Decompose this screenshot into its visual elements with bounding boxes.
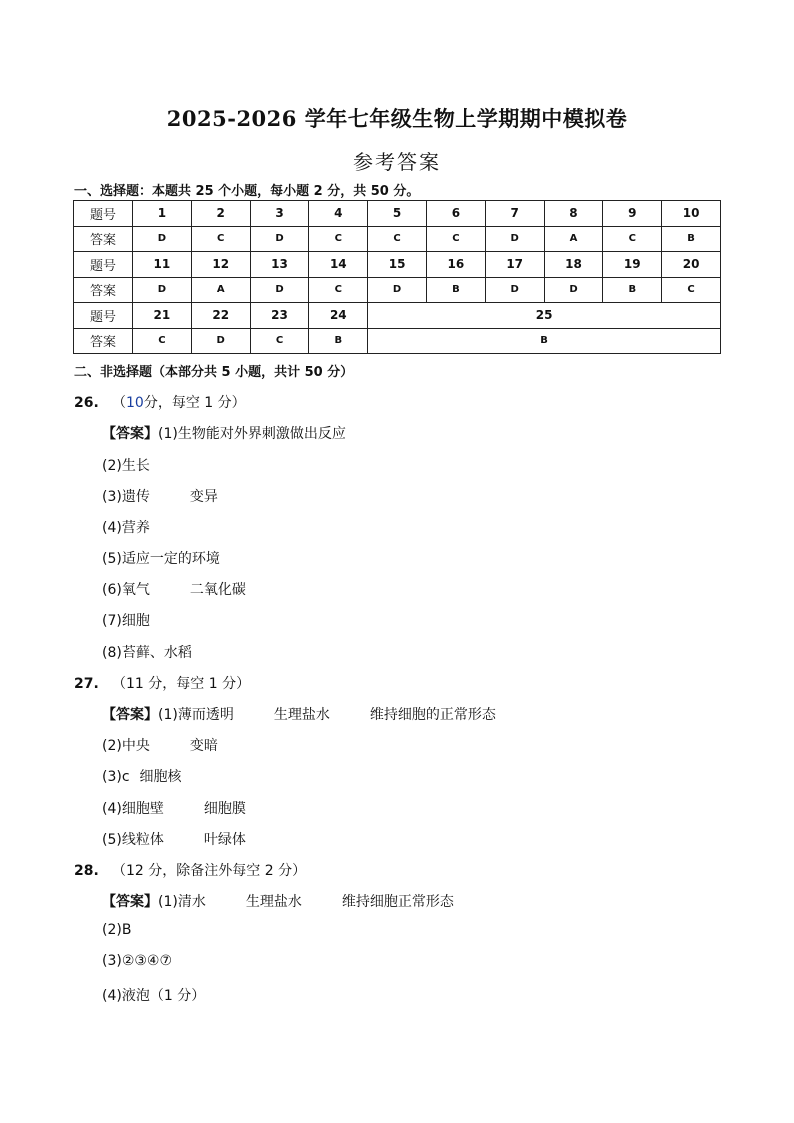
document-subtitle: 参考答案 [353,150,441,174]
row-label: 答案 [74,328,133,354]
answer-letter: D [368,277,427,303]
answer-text: (5)线粒体 [102,832,164,848]
answer-letter: A [191,277,250,303]
table-row-answers-3 [74,328,721,354]
answer-line [102,766,182,786]
answer-letter: D [544,277,603,303]
table-row-questions-1 [74,201,721,227]
answer-line: (5)适应一定的环境 [102,551,220,567]
question-number: 27. [74,676,99,692]
question-number: 17 [485,252,544,278]
answer-text: (2)中央 [102,738,150,754]
answer-line: (4)液泡（1 分） [102,988,206,1004]
table-row-answers-1 [74,226,721,252]
question-number: 10 [662,201,721,227]
question-number: 12 [191,252,250,278]
answer-letter: B [368,328,721,354]
answer-letter: C [133,328,192,354]
score-rest: 分，每空 1 分） [143,395,246,411]
question-number: 28. [74,863,99,879]
answer-letter: D [250,226,309,252]
question-number: 15 [368,252,427,278]
answer-line: (3)②③④⑦ [102,953,173,969]
answer-letter: C [426,226,485,252]
answer-text: (1)清水 [158,894,206,910]
answer-letter: D [250,277,309,303]
row-label: 答案 [74,277,133,303]
question-26-heading [74,392,246,412]
document-title: 2025-2026 学年七年级生物上学期期中模拟卷 [166,106,628,131]
question-number: 19 [603,252,662,278]
answer-line [102,423,346,443]
question-number: 5 [368,201,427,227]
answer-letter: B [662,226,721,252]
answer-letter: C [191,226,250,252]
score-value: 10 [126,395,144,411]
answer-letter: A [544,226,603,252]
question-number: 8 [544,201,603,227]
answer-letter: B [603,277,662,303]
answer-text: 变暗 [189,738,218,754]
question-number: 13 [250,252,309,278]
table-row-answers-2 [74,277,721,303]
answer-line [102,486,218,506]
answer-letter: C [368,226,427,252]
question-number: 9 [603,201,662,227]
answer-letter: C [309,226,368,252]
answer-line [102,704,496,724]
question-number: 4 [309,201,368,227]
answer-letter: B [426,277,485,303]
question-27-heading [74,673,250,693]
answer-letter: D [133,226,192,252]
answer-line [102,891,454,911]
answer-letter: B [309,328,368,354]
answer-text: (6)氧气 [102,582,150,598]
score-info: （11 分，每空 1 分） [112,676,251,692]
row-label: 题号 [74,303,133,329]
answer-line: (4)营养 [102,520,150,536]
answer-table [73,200,721,354]
question-number: 18 [544,252,603,278]
answer-letter: D [191,328,250,354]
answer-line: (2)生长 [102,458,150,474]
answer-letter: C [309,277,368,303]
answer-line [102,579,246,599]
answer-tag: 【答案】 [102,426,158,442]
answer-tag: 【答案】 [102,707,158,723]
answer-line [102,735,218,755]
section-2-heading: 二、非选择题（本部分共 5 小题，共计 50 分） [74,365,354,380]
question-number: 21 [133,303,192,329]
question-number: 7 [485,201,544,227]
question-number: 26. [74,395,99,411]
question-number: 2 [191,201,250,227]
answer-line [102,829,246,849]
answer-letter: D [485,226,544,252]
table-row-questions-2 [74,252,721,278]
answer-text: 变异 [189,489,218,505]
table-row-questions-3 [74,303,721,329]
question-number: 24 [309,303,368,329]
score-open: （ [112,395,126,411]
question-number: 20 [662,252,721,278]
question-number: 16 [426,252,485,278]
question-number: 25 [368,303,721,329]
row-label: 题号 [74,201,133,227]
section-1-heading: 一、选择题：本题共 25 个小题，每小题 2 分，共 50 分。 [74,184,420,199]
answer-text: (3)遗传 [102,489,150,505]
question-number: 11 [133,252,192,278]
score-info: （12 分，除备注外每空 2 分） [112,863,307,879]
answer-text: 细胞核 [139,769,182,785]
answer-text: 二氧化碳 [189,582,246,598]
question-number: 3 [250,201,309,227]
question-number: 22 [191,303,250,329]
answer-tag: 【答案】 [102,894,158,910]
answer-text: 叶绿体 [203,832,246,848]
answer-letter: C [662,277,721,303]
question-number: 1 [133,201,192,227]
answer-letter: C [250,328,309,354]
answer-text: (1)生物能对外界刺激做出反应 [158,426,346,442]
answer-letter: D [133,277,192,303]
question-number: 14 [309,252,368,278]
answer-text: (3)c [102,769,130,785]
question-28-heading [74,860,306,880]
answer-text: 维持细胞正常形态 [341,894,454,910]
answer-line [102,798,246,818]
answer-text: 细胞膜 [203,801,246,817]
question-number: 6 [426,201,485,227]
row-label: 题号 [74,252,133,278]
answer-text: (4)细胞壁 [102,801,164,817]
answer-text: 生理盐水 [273,707,330,723]
answer-text: (1)薄而透明 [158,707,234,723]
row-label: 答案 [74,226,133,252]
answer-line: (2)B [102,922,132,938]
answer-line: (7)细胞 [102,613,150,629]
answer-letter: D [485,277,544,303]
question-number: 23 [250,303,309,329]
answer-text: 生理盐水 [245,894,302,910]
answer-letter: C [603,226,662,252]
answer-line: (8)苔藓、水稻 [102,645,192,661]
answer-text: 维持细胞的正常形态 [369,707,496,723]
